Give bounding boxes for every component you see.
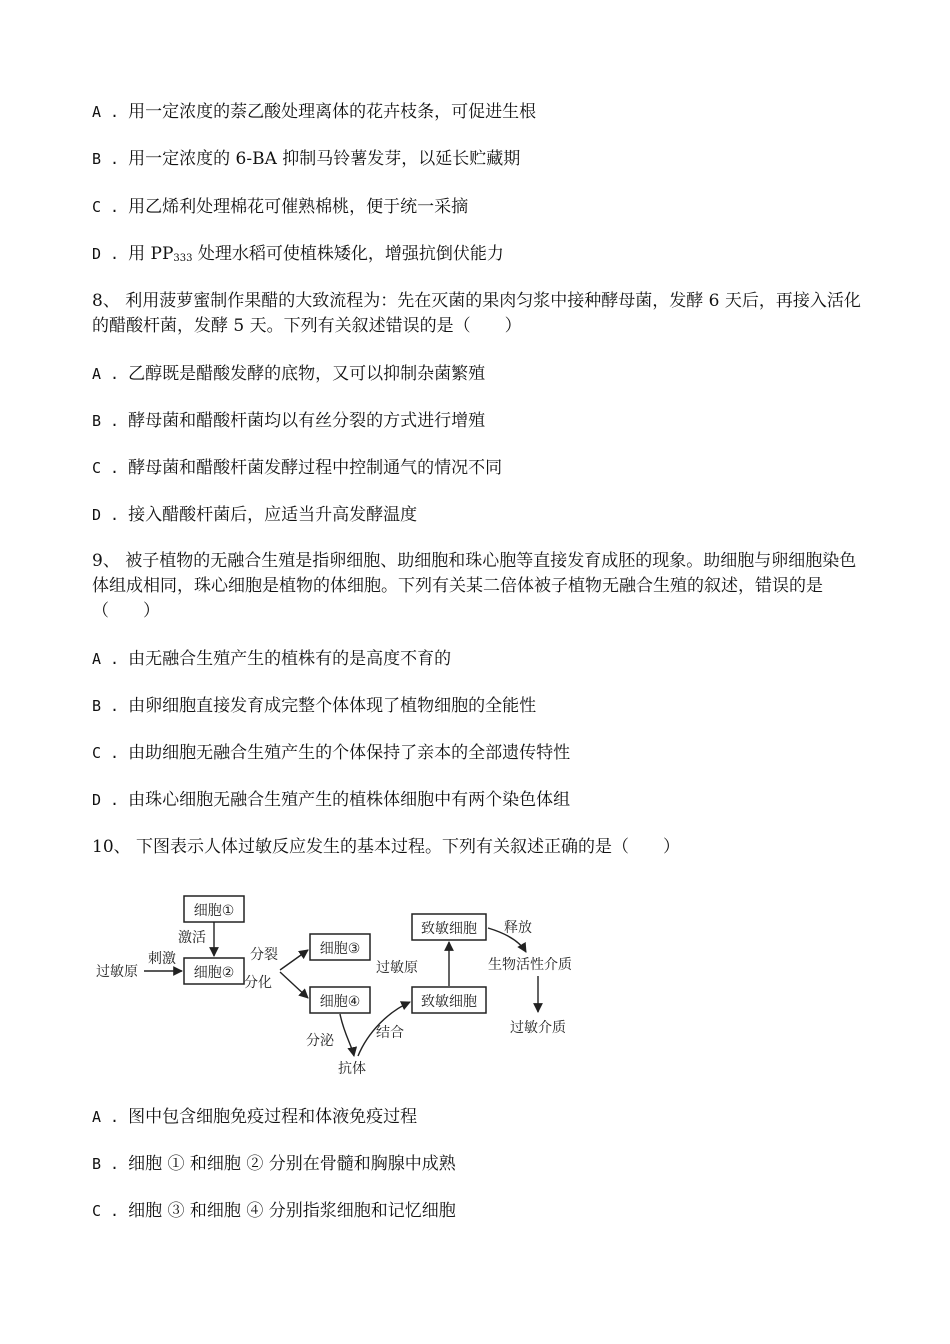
option-text: 细胞 ③ 和细胞 ④ 分别指浆细胞和记忆细胞: [128, 1201, 456, 1221]
sensitized-cell-bottom-label: 致敏细胞: [421, 994, 477, 1010]
differentiate-label: 分化: [244, 975, 272, 991]
question-9-stem: 9、 被子植物的无融合生殖是指卵细胞、助细胞和珠心胞等直接发育成胚的现象。助细胞与卵细胞染色体组成相同，珠心细胞是植物的体细胞。下列有关某二倍体被子植物无融合生殖的叙述，错误的是（ ）: [92, 551, 857, 621]
option-letter: A: [92, 1108, 102, 1126]
arrow-cell4-to-antibody: [340, 1014, 354, 1056]
allergic-mediator-label: 过敏介质: [510, 1020, 566, 1036]
option-letter: C: [92, 198, 102, 216]
option-letter: A: [92, 103, 102, 121]
allergen-left-label: 过敏原: [96, 964, 138, 980]
option-text: 用乙烯利处理棉花可催熟棉桃，便于统一采摘: [128, 197, 469, 217]
option-text: 酵母菌和醋酸杆菌均以有丝分裂的方式进行增殖: [128, 411, 486, 431]
option-letter: D: [92, 245, 102, 263]
option-text: 酵母菌和醋酸杆菌发酵过程中控制通气的情况不同: [128, 458, 503, 478]
option-9a: A . 由无融合生殖产生的植株有的是高度不育的: [92, 649, 452, 669]
combine-label: 结合: [376, 1025, 404, 1041]
antibody-label: 抗体: [338, 1061, 366, 1077]
activate-label: 激活: [178, 930, 206, 946]
option-text: 用一定浓度的萘乙酸处理离体的花卉枝条，可促进生根: [128, 102, 537, 122]
option-7b: B . 用一定浓度的 6-BA 抑制马铃薯发芽，以延长贮藏期: [92, 149, 521, 169]
arrow-to-cell4: [280, 972, 308, 998]
option-text: 乙醇既是醋酸发酵的底物，又可以抑制杂菌繁殖: [128, 364, 486, 384]
secrete-label: 分泌: [306, 1033, 334, 1049]
option-letter: C: [92, 1202, 102, 1220]
option-letter: C: [92, 459, 102, 477]
cell1-label: 细胞①: [193, 903, 235, 919]
option-text-pre: 用 PP: [128, 244, 174, 264]
option-letter: A: [92, 650, 102, 668]
option-text: 接入醋酸杆菌后，应适当升高发酵温度: [128, 505, 418, 525]
option-8c: C . 酵母菌和醋酸杆菌发酵过程中控制通气的情况不同: [92, 458, 503, 478]
option-text: 细胞 ① 和细胞 ② 分别在骨髓和胸腺中成熟: [128, 1154, 456, 1174]
option-text: 由卵细胞直接发育成完整个体体现了植物细胞的全能性: [128, 696, 537, 716]
option-9c: C . 由助细胞无融合生殖产生的个体保持了亲本的全部遗传特性: [92, 743, 571, 763]
option-letter: D: [92, 791, 102, 809]
divide-label: 分裂: [250, 947, 278, 963]
option-text: 由助细胞无融合生殖产生的个体保持了亲本的全部遗传特性: [128, 743, 571, 763]
stimulate-label: 刺激: [148, 951, 176, 967]
option-8d: D . 接入醋酸杆菌后，应适当升高发酵温度: [92, 505, 418, 525]
allergy-process-diagram: [92, 884, 612, 1084]
option-letter: B: [92, 150, 102, 168]
option-letter: B: [92, 697, 102, 715]
arrow-to-cell3: [280, 950, 308, 970]
option-text: 图中包含细胞免疫过程和体液免疫过程: [128, 1107, 418, 1127]
option-text-sub: 333: [173, 253, 193, 264]
option-letter: B: [92, 1155, 102, 1173]
option-text: 由无融合生殖产生的植株有的是高度不育的: [128, 649, 452, 669]
option-10a: A . 图中包含细胞免疫过程和体液免疫过程: [92, 1107, 418, 1127]
option-7c: C . 用乙烯利处理棉花可催熟棉桃，便于统一采摘: [92, 197, 469, 217]
cell4-label: 细胞④: [319, 994, 361, 1010]
bioactive-mediator-label: 生物活性介质: [488, 957, 572, 973]
option-letter: B: [92, 412, 102, 430]
option-letter: A: [92, 365, 102, 383]
cell2-label: 细胞②: [193, 965, 235, 981]
option-text: 由珠心细胞无融合生殖产生的植株体细胞中有两个染色体组: [128, 790, 571, 810]
option-7a: A . 用一定浓度的萘乙酸处理离体的花卉枝条，可促进生根: [92, 102, 537, 122]
option-text-post: 处理水稻可使植株矮化，增强抗倒伏能力: [192, 244, 504, 264]
question-10-stem: 10、 下图表示人体过敏反应发生的基本过程。下列有关叙述正确的是（ ）: [92, 837, 681, 857]
option-7d: D . 用 $PP_{333}$ 处理水稻可使植株矮化，增强抗倒伏能力: [92, 244, 504, 264]
cell3-label: 细胞③: [319, 941, 361, 957]
option-letter: D: [92, 506, 102, 524]
release-label: 释放: [504, 920, 532, 936]
option-text: 用一定浓度的 6-BA 抑制马铃薯发芽，以延长贮藏期: [128, 149, 521, 169]
option-8b: B . 酵母菌和醋酸杆菌均以有丝分裂的方式进行增殖: [92, 411, 486, 431]
option-9d: D . 由珠心细胞无融合生殖产生的植株体细胞中有两个染色体组: [92, 790, 571, 810]
option-10c: C . 细胞 ③ 和细胞 ④ 分别指浆细胞和记忆细胞: [92, 1201, 456, 1221]
allergen-mid-label: 过敏原: [376, 960, 418, 976]
sensitized-cell-top-label: 致敏细胞: [421, 921, 477, 937]
option-9b: B . 由卵细胞直接发育成完整个体体现了植物细胞的全能性: [92, 696, 537, 716]
option-letter: C: [92, 744, 102, 762]
question-8-stem: 8、 利用菠萝蜜制作果醋的大致流程为：先在灭菌的果肉匀浆中接种酵母菌，发酵 6 天后，再接入活化的醋酸杆菌，发酵 5 天。下列有关叙述错误的是（ ）: [92, 291, 861, 336]
option-8a: A . 乙醇既是醋酸发酵的底物，又可以抑制杂菌繁殖: [92, 364, 486, 384]
option-10b: B . 细胞 ① 和细胞 ② 分别在骨髓和胸腺中成熟: [92, 1154, 456, 1174]
